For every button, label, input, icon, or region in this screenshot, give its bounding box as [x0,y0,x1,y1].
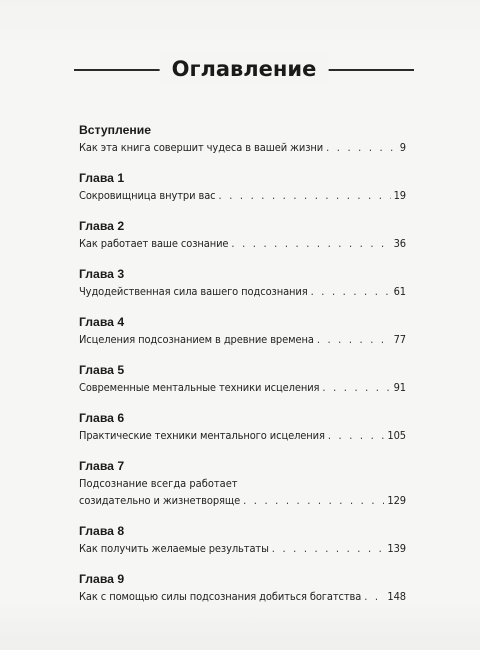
entry-line [79,540,406,557]
entry-page-number: 91 [393,381,406,394]
toc-entry-chapter-9 [79,571,406,605]
entry-heading: Глава 3 [79,267,125,281]
dot-leader [364,588,384,605]
entry-title-line-1: Подсознание всегда работает [79,477,238,490]
entry-title: Исцеления подсознанием в древние времена [79,333,314,346]
entry-line [79,331,406,348]
entry-page-number: 148 [387,590,406,603]
entry-line [79,492,406,509]
entry-line [79,427,406,444]
entry-title: Как с помощью силы подсознания добиться богатства [79,590,362,603]
entry-page-number: 9 [399,141,406,154]
entry-heading: Глава 5 [79,363,125,377]
dot-leader [326,139,397,156]
toc-entry-chapter-7 [79,458,406,509]
entry-line [79,187,406,204]
entry-page-number: 139 [387,542,406,555]
entry-page-number: 129 [387,494,406,507]
entry-heading: Глава 8 [79,524,125,538]
toc-entry-intro [79,122,406,156]
entry-line [79,588,406,605]
entry-heading: Глава 7 [79,459,125,473]
entry-title: Как работает ваше сознание [79,237,229,250]
toc-entry-chapter-3 [79,266,406,300]
entry-heading: Глава 1 [79,171,125,185]
dot-leader [272,540,385,557]
table-of-contents [79,122,406,619]
dot-leader [317,331,391,348]
entry-title: Чудодейственная сила вашего подсознания [79,285,308,298]
entry-page-number: 77 [393,333,406,346]
entry-line [79,139,406,156]
toc-entry-chapter-2 [79,218,406,252]
toc-entry-chapter-8 [79,523,406,557]
dot-leader [328,427,385,444]
page-title: Оглавление [160,52,329,86]
entry-title: Практические техники ментального исцеления [79,429,325,442]
dot-leader [219,187,391,204]
entry-page-number: 19 [393,189,406,202]
dot-leader [322,379,390,396]
entry-title: Как получить желаемые результаты [79,542,269,555]
toc-entry-chapter-5 [79,362,406,396]
toc-entry-chapter-6 [79,410,406,444]
entry-heading: Глава 4 [79,315,125,329]
dot-leader [231,235,390,252]
title-block [74,52,414,88]
entry-heading: Глава 6 [79,411,125,425]
entry-page-number: 105 [387,429,406,442]
entry-page-number: 36 [393,237,406,250]
entry-title: созидательно и жизнетворяще [79,494,241,507]
entry-line [79,379,406,396]
entry-heading: Глава 9 [79,572,125,586]
entry-title: Сокровищница внутри вас [79,189,216,202]
dot-leader [311,283,391,300]
entry-page-number: 61 [393,285,406,298]
entry-line [79,235,406,252]
entry-title: Современные ментальные техники исцеления [79,381,320,394]
toc-entry-chapter-4 [79,314,406,348]
entry-heading: Вступление [79,123,151,137]
entry-line [79,283,406,300]
entry-heading: Глава 2 [79,219,125,233]
dot-leader [243,492,384,509]
toc-entry-chapter-1 [79,170,406,204]
entry-title: Как эта книга совершит чудеса в вашей жизни [79,141,324,154]
